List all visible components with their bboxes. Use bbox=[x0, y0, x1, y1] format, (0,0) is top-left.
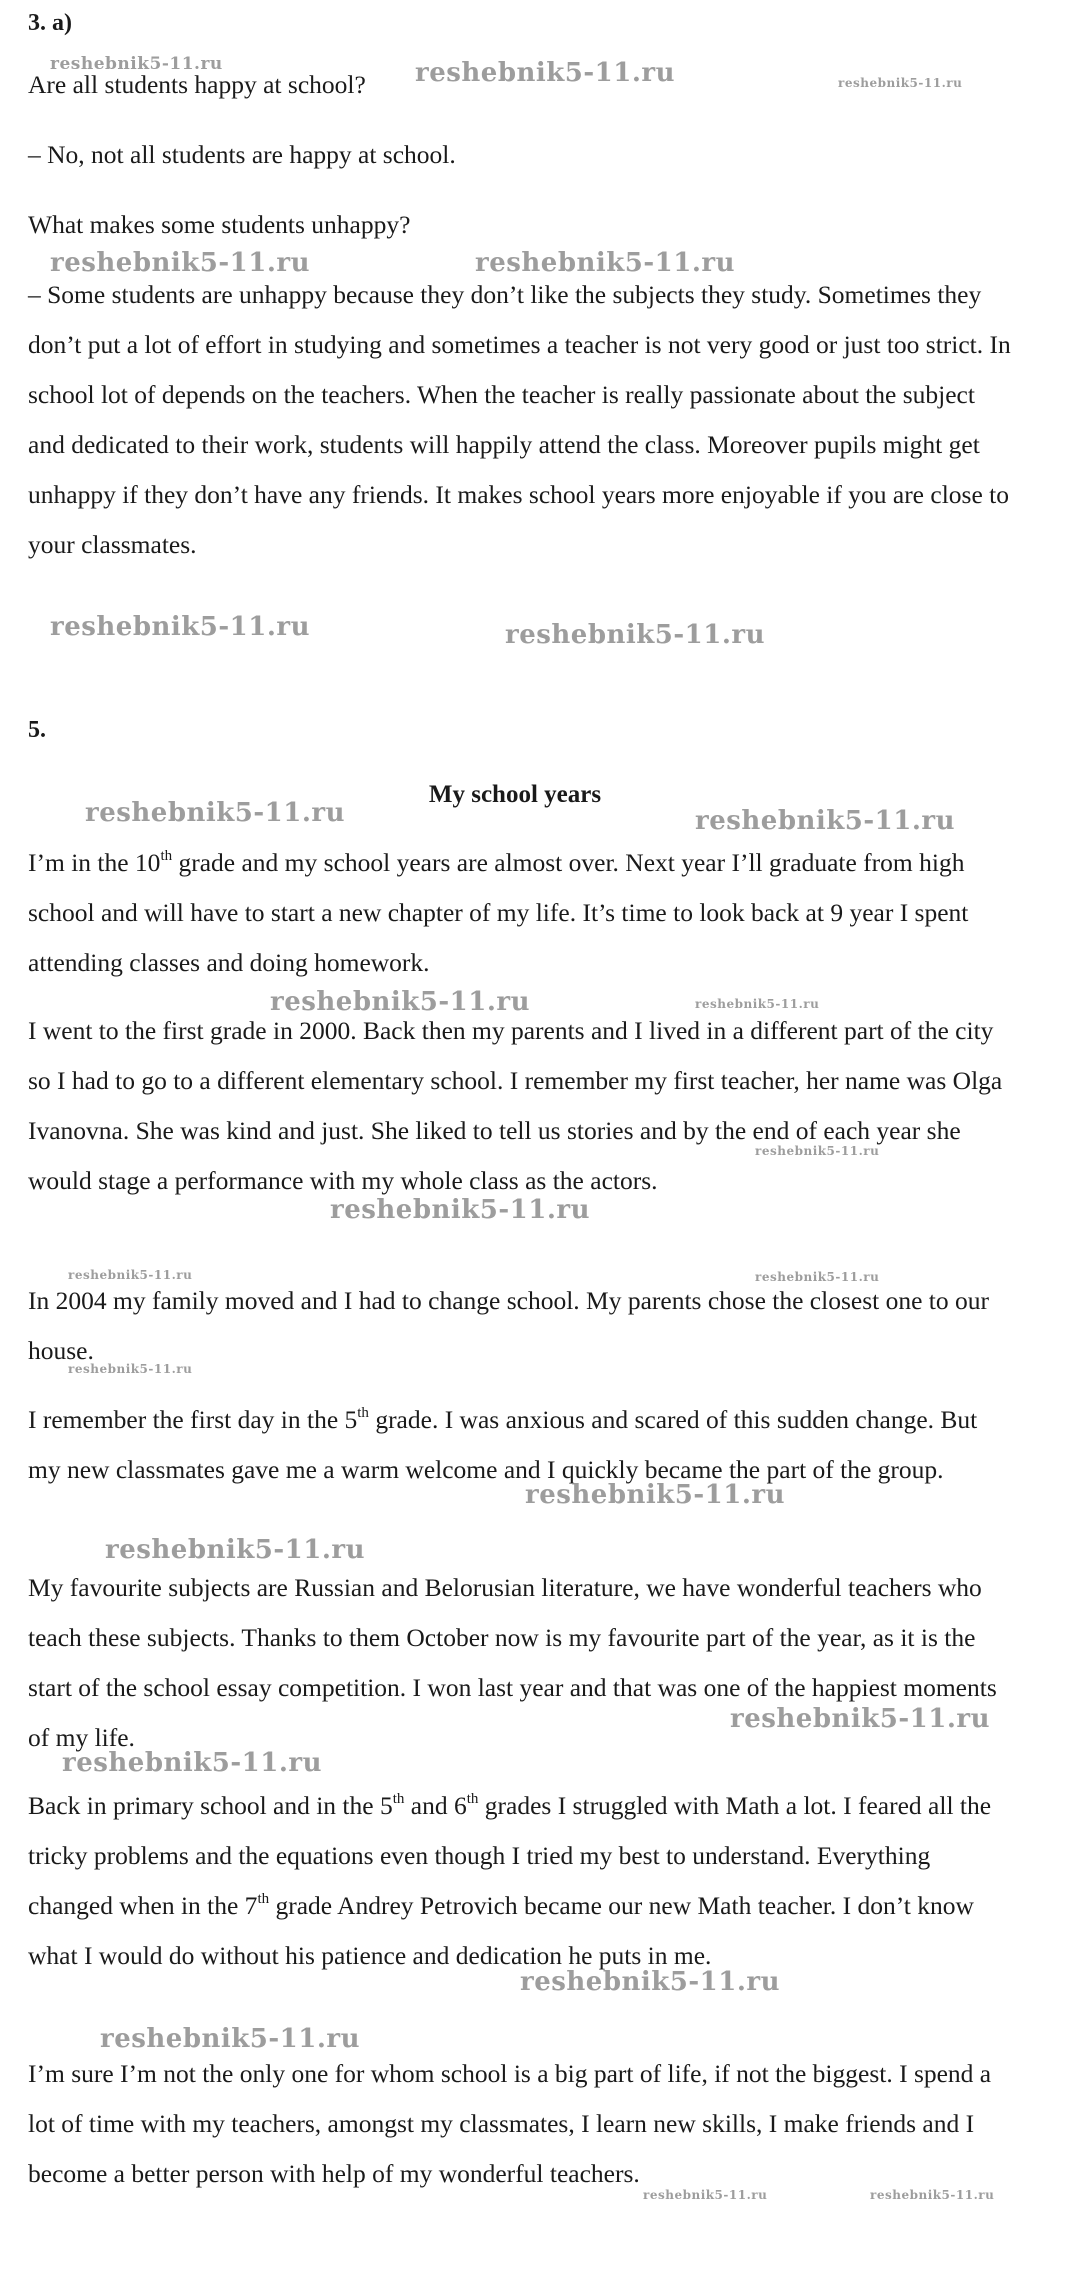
p6-sup-1: th bbox=[392, 1790, 405, 1807]
watermark: reshebnik5-11.ru bbox=[505, 620, 766, 650]
p6-sup-3: th bbox=[257, 1890, 270, 1907]
watermark: reshebnik5-11.ru bbox=[730, 1704, 991, 1734]
essay-paragraph-6 bbox=[28, 1781, 1013, 1981]
watermark: reshebnik5-11.ru bbox=[68, 1268, 193, 1282]
watermark: reshebnik5-11.ru bbox=[870, 2188, 995, 2202]
p6-text-c: grades I struggled with Math a lot. I feared all the tricky problems and the equations even though I tried my best to understand. Everything changed when in the 7 bbox=[28, 1791, 992, 1920]
essay-paragraph-5: My favourite subjects are Russian and Belorusian literature, we have wonderful teachers who teach these subjects. Thanks to them October now is my favourite part of the year, as it is the start of the school essay competition. I won last year and that was one of the happiest moments of my life. bbox=[28, 1573, 997, 1752]
watermark: reshebnik5-11.ru bbox=[695, 997, 820, 1011]
p1-text-b: grade and my school years are almost over. Next year I’ll graduate from high school and will have to start a new chapter of my life. It’s time to look back at 9 year I spent attending classes and doing homework. bbox=[28, 848, 969, 977]
exercise-5-label: 5. bbox=[28, 717, 46, 743]
ex3-question-2: What makes some students unhappy? bbox=[28, 210, 411, 239]
exercise-3-label: 3. а) bbox=[28, 10, 72, 36]
p6-text-d: grade Andrey Petrovich became our new Math teacher. I don’t know what I would do without his patience and dedication he puts in me. bbox=[28, 1891, 974, 1970]
watermark: reshebnik5-11.ru bbox=[50, 612, 311, 642]
watermark: reshebnik5-11.ru bbox=[525, 1480, 786, 1510]
watermark: reshebnik5-11.ru bbox=[755, 1144, 880, 1158]
p6-sup-2: th bbox=[466, 1790, 479, 1807]
essay-paragraph-1 bbox=[28, 838, 1013, 988]
p1-text-a: I’m in the 10 bbox=[28, 848, 161, 877]
essay-title: My school years bbox=[428, 781, 602, 808]
watermark: reshebnik5-11.ru bbox=[838, 76, 963, 90]
watermark: reshebnik5-11.ru bbox=[475, 248, 736, 278]
watermark: reshebnik5-11.ru bbox=[415, 58, 676, 88]
p6-text-a: Back in primary school and in the 5 bbox=[28, 1791, 393, 1820]
p4-text-b: grade. I was anxious and scared of this sudden change. But my new classmates gave me a warm welcome and I quickly became the part of the group. bbox=[28, 1405, 978, 1484]
watermark: reshebnik5-11.ru bbox=[100, 2024, 361, 2054]
essay-paragraph-2: I went to the first grade in 2000. Back then my parents and I lived in a different part of the city so I had to go to a different elementary school. I remember my first teacher, her name was Olga Ivanovna. She was kind and just. She liked to tell us stories and by the end of each year she would stage a performance with my whole class as the actors. bbox=[28, 1016, 1003, 1195]
watermark: reshebnik5-11.ru bbox=[695, 806, 956, 836]
watermark: reshebnik5-11.ru bbox=[50, 248, 311, 278]
watermark: reshebnik5-11.ru bbox=[270, 987, 531, 1017]
watermark: reshebnik5-11.ru bbox=[50, 54, 223, 74]
essay-paragraph-4 bbox=[28, 1395, 1013, 1495]
ex3-answer-2: – Some students are unhappy because they don’t like the subjects they study. Sometimes they don’t put a lot of effort in studying and sometimes a teacher is not very good or just too strict. In school lot of depends on the teachers. When the teacher is really passionate about the subject and dedicated to their work, students will happily attend the class. Moreover pupils might get unhappy if they don’t have any friends. It makes school years more enjoyable if you are close to your classmates. bbox=[28, 280, 1011, 559]
essay-paragraph-3: In 2004 my family moved and I had to change school. My parents chose the closest one to our house. bbox=[28, 1286, 989, 1365]
watermark: reshebnik5-11.ru bbox=[105, 1535, 366, 1565]
watermark: reshebnik5-11.ru bbox=[68, 1362, 193, 1376]
watermark: reshebnik5-11.ru bbox=[520, 1967, 781, 1997]
watermark: reshebnik5-11.ru bbox=[755, 1270, 880, 1284]
essay-paragraph-7: I’m sure I’m not the only one for whom school is a big part of life, if not the biggest. I spend a lot of time with my teachers, amongst my classmates, I learn new skills, I make friends and I become a better person with help of my wonderful teachers. bbox=[28, 2059, 992, 2188]
watermark: reshebnik5-11.ru bbox=[85, 798, 346, 828]
ex3-question-1: Are all students happy at school? bbox=[28, 70, 366, 99]
p4-sup: th bbox=[357, 1404, 369, 1421]
watermark: reshebnik5-11.ru bbox=[643, 2188, 768, 2202]
p1-sup: th bbox=[160, 847, 173, 864]
watermark: reshebnik5-11.ru bbox=[62, 1748, 323, 1778]
watermark: reshebnik5-11.ru bbox=[330, 1195, 591, 1225]
p4-text-a: I remember the first day in the 5 bbox=[28, 1405, 358, 1434]
p6-text-b: and 6 bbox=[404, 1791, 467, 1820]
ex3-answer-1: – No, not all students are happy at school. bbox=[28, 140, 456, 169]
